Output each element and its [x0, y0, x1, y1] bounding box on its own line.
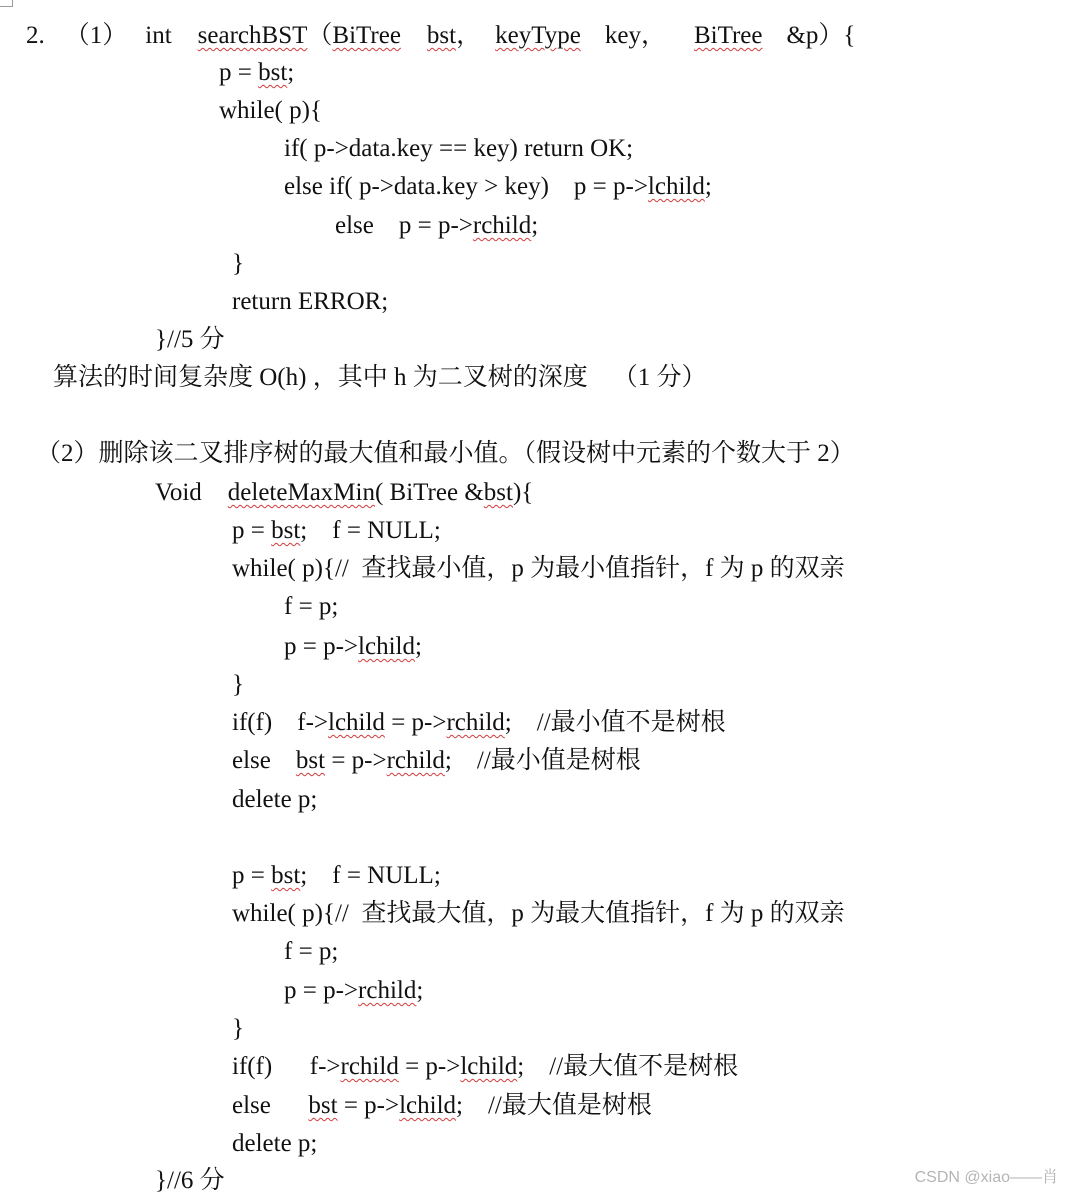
function-name: deleteMaxMin [227, 479, 375, 506]
code-line: } [232, 250, 244, 277]
code-line: if(f) f->rchild = p->lchild; //最大值不是树根 [232, 1053, 739, 1080]
code-line: if( p->data.key == key) return OK; [284, 135, 634, 162]
code-line: }//6 分 [155, 1167, 225, 1194]
code-line: p = p->rchild; [284, 977, 424, 1004]
code-line: f = p; [284, 938, 339, 965]
code-line: p = bst; f = NULL; [232, 862, 441, 889]
code-line: delete p; [232, 1130, 318, 1157]
code-line: p = bst; [219, 59, 295, 86]
code-line: p = p->lchild; [284, 633, 422, 660]
code-line: } [232, 1015, 244, 1042]
p2-heading: （2）删除该二叉排序树的最大值和最小值。（假设树中元素的个数大于 2） [36, 440, 855, 467]
code-line: while( p){ [219, 97, 322, 124]
p1-signature-line: 2. （1） int searchBST（BiTree bst， keyType key， BiTree &p）{ [26, 22, 856, 49]
p2-signature-line: Void deleteMaxMin( BiTree &bst){ [155, 479, 534, 506]
code-line: else if( p->data.key > key) p = p->lchild; [284, 173, 712, 200]
code-line: while( p){// 查找最大值，p 为最大值指针，f 为 p 的双亲 [232, 900, 845, 927]
question-number: 2. [26, 22, 45, 49]
code-line: else bst = p->lchild; //最大值是树根 [232, 1092, 652, 1119]
code-line: delete p; [232, 786, 318, 813]
complexity-note: 算法的时间复杂度 O(h) ，其中 h 为二叉树的深度 （1 分） [53, 364, 707, 391]
code-line: }//5 分 [155, 326, 225, 353]
code-line: return ERROR; [232, 288, 389, 315]
csdn-watermark: CSDN @xiao——肖 [914, 1169, 1058, 1186]
code-line: else p = p->rchild; [335, 212, 539, 239]
code-line: f = p; [284, 593, 339, 620]
code-line: if(f) f->lchild = p->rchild; //最小值不是树根 [232, 709, 726, 736]
code-line: else bst = p->rchild; //最小值是树根 [232, 747, 641, 774]
code-line: } [232, 671, 244, 698]
page-corner-mark [0, 0, 13, 7]
part-label: （1） [64, 22, 128, 49]
code-line: while( p){// 查找最小值，p 为最小值指针，f 为 p 的双亲 [232, 555, 845, 582]
code-line: p = bst; f = NULL; [232, 517, 441, 544]
function-name: searchBST [197, 22, 308, 49]
